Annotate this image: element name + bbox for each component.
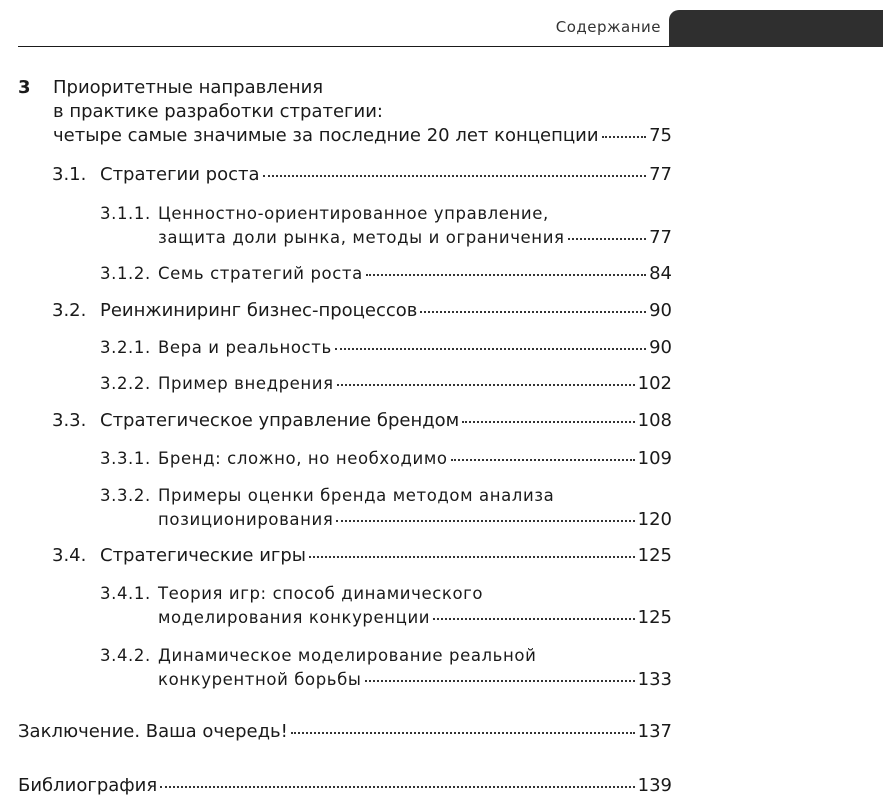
toc-number: 3.2.1. [100,338,151,357]
dot-leader [602,135,647,138]
toc-title: Библиография [18,775,158,796]
toc-page-number: 90 [649,300,672,321]
dot-leader [420,310,646,313]
toc-number: 3.3. [52,410,87,431]
toc-title: Бренд: сложно, но необходимо [158,449,448,468]
dot-leader [337,383,635,386]
toc-page-number: 109 [637,448,672,469]
dot-leader [365,679,635,682]
toc-title: Стратегические игры [100,545,306,566]
toc-title-line: моделирования конкуренции [158,608,431,627]
dot-leader [335,347,646,350]
toc-number: 3.2.2. [100,374,151,393]
dot-leader [366,273,646,276]
dot-leader [309,555,635,558]
dot-leader [336,519,634,522]
dot-leader [451,458,635,461]
toc-page-number: 125 [637,607,672,628]
dot-leader [291,731,635,734]
toc-title-line: Ценностно-ориентированное управление, [158,204,549,223]
dot-leader [263,174,647,177]
toc-title-line: Динамическое моделирование реальной [158,646,537,665]
dot-leader [462,420,634,423]
toc-number: 3.2. [52,300,87,321]
toc-title-line: Теория игр: способ динамического [158,584,484,603]
toc-title: Реинжиниринг бизнес-процессов [100,300,418,321]
running-header-title: Содержание [555,18,661,36]
toc-title-line: Примеры оценки бренда методом анализа [158,486,555,505]
toc-title: Стратегии роста [100,164,260,185]
toc-title: Заключение. Ваша очередь! [18,721,288,742]
dot-leader [160,785,634,788]
toc-number: 3.3.1. [100,449,151,468]
toc-title-line: конкурентной борьбы [158,670,362,689]
toc-number: 3.3.2. [100,486,151,505]
toc-title: Вера и реальность [158,338,332,357]
toc-title-line: позиционирования [158,510,334,529]
toc-page-number: 84 [649,263,672,284]
toc-number: 3.1.1. [100,204,151,223]
toc-page-number: 133 [637,669,672,690]
toc-page-number: 90 [649,337,672,358]
dot-leader [568,237,647,240]
toc-number: 3.4. [52,545,87,566]
toc-number: 3 [18,77,31,98]
toc-title: Семь стратегий роста [158,264,363,283]
toc-page-number: 137 [637,721,672,742]
toc-number: 3.4.2. [100,646,151,665]
toc-page-number: 139 [637,775,672,796]
toc-title-line: четыре самые значимые за последние 20 лет концепции [53,125,599,146]
toc-title: Стратегическое управление брендом [100,410,460,431]
toc-title-line: защита доли рынка, методы и ограничения [158,228,565,247]
toc-page-number: 77 [649,227,672,248]
toc-page-number: 102 [637,373,672,394]
toc-page-number: 77 [649,164,672,185]
dot-leader [433,617,635,620]
toc-page-number: 75 [649,125,672,146]
toc-page-number: 125 [637,545,672,566]
toc-title-line: Приоритетные направления [53,77,324,98]
toc-page-number: 108 [637,410,672,431]
toc-title: Пример внедрения [158,374,334,393]
toc-title-line: в практике разработки стратегии: [53,101,383,122]
toc-page-number: 120 [637,509,672,530]
toc-number: 3.1.2. [100,264,151,283]
toc-number: 3.4.1. [100,584,151,603]
toc-number: 3.1. [52,164,87,185]
